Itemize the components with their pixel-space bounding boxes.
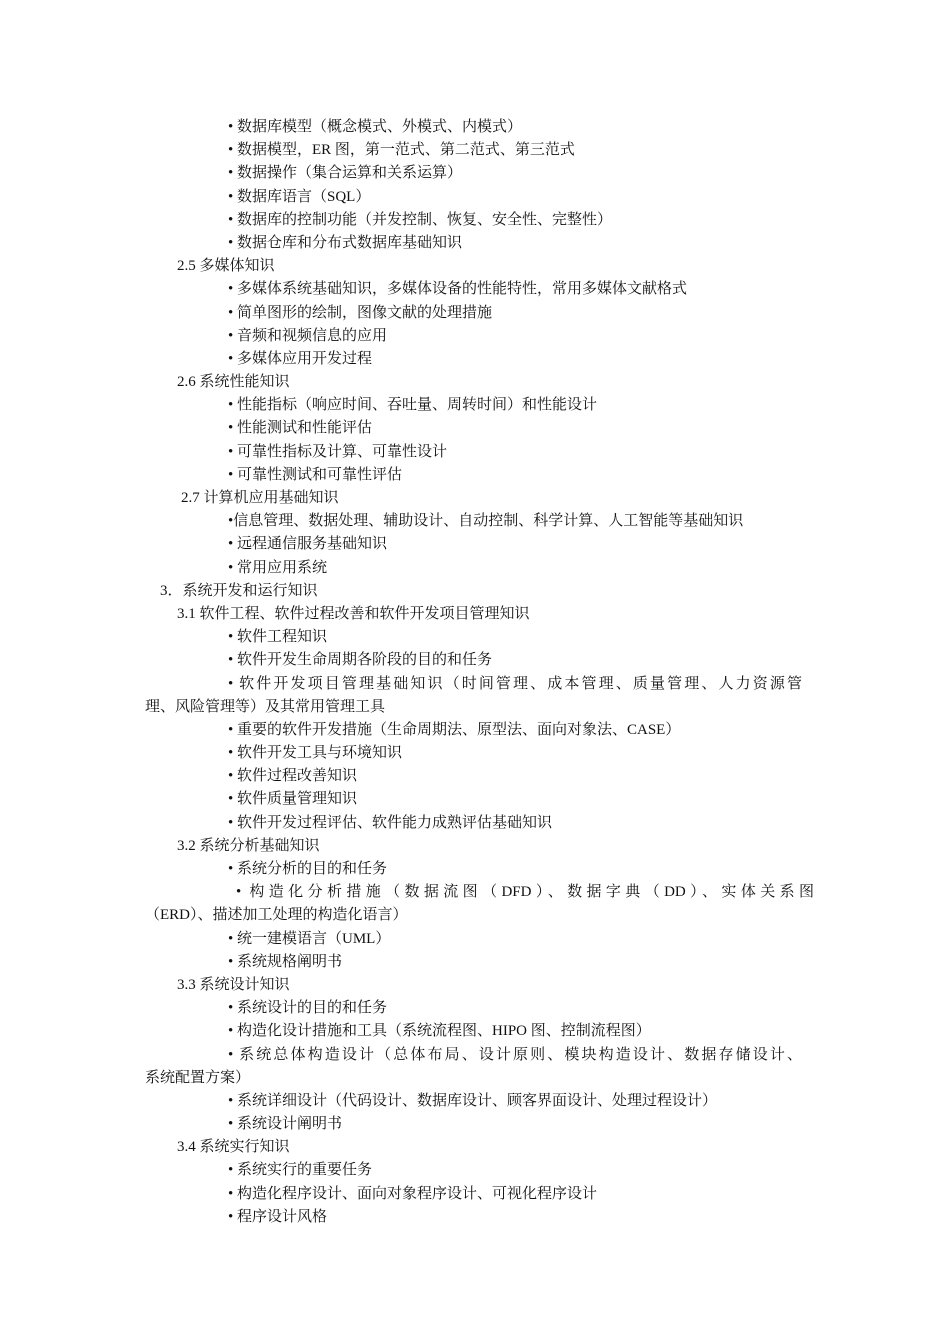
bullet-item: • 常用应用系统	[228, 559, 328, 576]
bullet-item: • 简单图形的绘制，图像文献的处理措施	[228, 304, 493, 321]
bullet-item: • 软件开发过程评估、软件能力成熟评估基础知识	[228, 814, 553, 831]
section-heading: 3.4 系统实行知识	[177, 1139, 290, 1156]
chapter-heading: 3．系统开发和运行知识	[160, 582, 318, 599]
bullet-item: • 软件开发项目管理基础知识（时间管理、成本管理、质量管理、人力资源管	[228, 675, 802, 692]
bullet-item: • 软件质量管理知识	[228, 791, 358, 808]
bullet-item: • 多媒体系统基础知识，多媒体设备的性能特性，常用多媒体文献格式	[228, 281, 688, 298]
bullet-item: • 程序设计风格	[228, 1208, 328, 1225]
syllabus-outline	[0, 116, 950, 1229]
bullet-item: • 系统设计阐明书	[228, 1116, 343, 1133]
bullet-item: • 远程通信服务基础知识	[228, 536, 388, 553]
bullet-item: • 可靠性指标及计算、可靠性设计	[228, 443, 448, 460]
bullet-item: • 可靠性测试和可靠性评估	[228, 466, 403, 483]
bullet-item: • 性能测试和性能评估	[228, 420, 373, 437]
bullet-item: • 系统规格阐明书	[228, 953, 343, 970]
bullet-item: • 软件开发工具与环境知识	[228, 745, 403, 762]
section-heading: 2.6 系统性能知识	[177, 374, 290, 391]
bullet-item: • 数据仓库和分布式数据库基础知识	[228, 234, 463, 251]
bullet-item: • 数据库模型（概念模式、外模式、内模式）	[228, 119, 523, 135]
bullet-item: • 构造化分析措施（数据流图（DFD）、数据字典（DD）、实体关系图	[236, 884, 814, 901]
bullet-item: • 系统设计的目的和任务	[228, 1000, 388, 1017]
bullet-item: • 构造化程序设计、面向对象程序设计、可视化程序设计	[228, 1185, 598, 1202]
bullet-item: • 系统实行的重要任务	[228, 1162, 373, 1179]
bullet-item: • 系统详细设计（代码设计、数据库设计、顾客界面设计、处理过程设计）	[228, 1092, 718, 1109]
bullet-continuation: 理、风险管理等）及其常用管理工具	[145, 698, 386, 715]
bullet-continuation: （ERD）、描述加工处理的构造化语言）	[145, 907, 408, 924]
bullet-item: • 统一建模语言（UML）	[228, 930, 391, 947]
bullet-continuation: 系统配置方案）	[145, 1069, 251, 1086]
bullet-item: • 数据库语言（SQL）	[228, 188, 371, 205]
bullet-item: • 重要的软件开发措施（生命周期法、原型法、面向对象法、CASE）	[228, 721, 681, 738]
section-heading: 3.1 软件工程、软件过程改善和软件开发项目管理知识	[177, 605, 530, 622]
bullet-item: • 多媒体应用开发过程	[228, 350, 373, 367]
section-heading: 3.3 系统设计知识	[177, 976, 290, 993]
section-heading: 2.5 多媒体知识	[177, 258, 275, 275]
bullet-item: • 性能指标（响应时间、吞吐量、周转时间）和性能设计	[228, 397, 598, 414]
bullet-item: • 系统总体构造设计（总体布局、设计原则、模块构造设计、数据存储设计、	[228, 1046, 802, 1063]
bullet-item: •信息管理、数据处理、辅助设计、自动控制、科学计算、人工智能等基础知识	[228, 513, 744, 530]
section-heading: 2.7 计算机应用基础知识	[181, 490, 339, 506]
section-heading: 3.2 系统分析基础知识	[177, 837, 320, 854]
bullet-item: • 数据库的控制功能（并发控制、恢复、安全性、完整性）	[228, 211, 613, 228]
bullet-item: • 音频和视频信息的应用	[228, 327, 388, 344]
bullet-item: • 软件开发生命周期各阶段的目的和任务	[228, 652, 493, 669]
bullet-item: • 软件工程知识	[228, 629, 328, 646]
bullet-item: • 系统分析的目的和任务	[228, 861, 388, 877]
bullet-item: • 软件过程改善知识	[228, 768, 358, 785]
bullet-item: • 数据模型，ER 图，第一范式、第二范式、第三范式	[228, 142, 575, 159]
bullet-item: • 数据操作（集合运算和关系运算）	[228, 165, 463, 182]
bullet-item: • 构造化设计措施和工具（系统流程图、HIPO 图、控制流程图）	[228, 1023, 651, 1040]
